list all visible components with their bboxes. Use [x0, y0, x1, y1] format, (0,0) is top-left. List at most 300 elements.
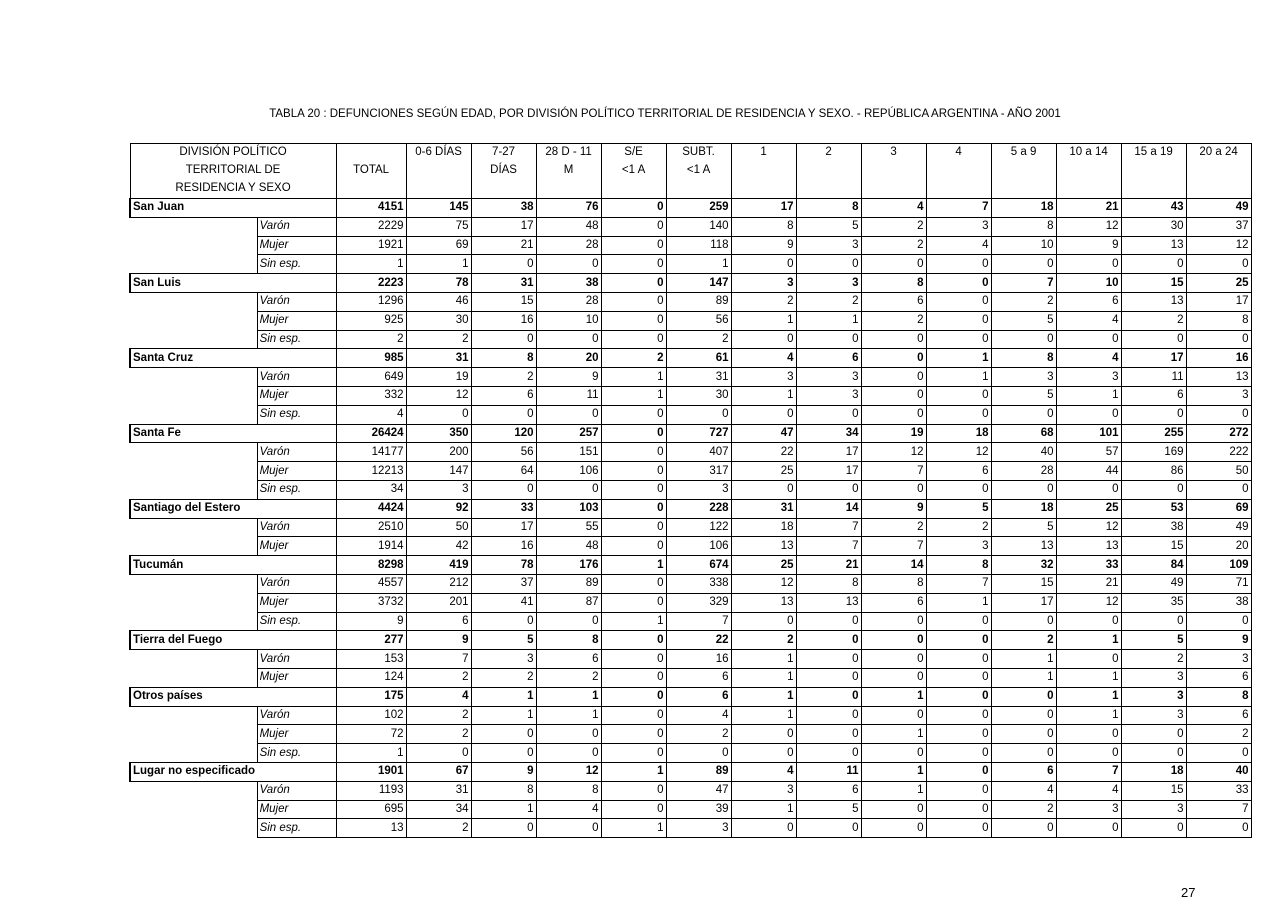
- table-cell: 0: [406, 405, 471, 424]
- table-cell: 71: [1186, 574, 1251, 593]
- table-cell: 86: [1121, 462, 1186, 481]
- table-cell: 0: [601, 706, 666, 725]
- table-row: [130, 725, 1251, 744]
- column-header: <1 A: [666, 162, 731, 180]
- table-cell: 0: [861, 368, 926, 387]
- table-row: [130, 480, 1251, 499]
- table-cell: 1: [1056, 687, 1121, 706]
- table-cell: 8: [536, 631, 601, 650]
- table-cell: 25: [731, 462, 796, 481]
- table-cell: 41: [471, 593, 536, 612]
- table-cell: 0: [471, 405, 536, 424]
- table-cell: 8: [861, 274, 926, 293]
- sex-label: Varón: [257, 781, 336, 800]
- table-cell: 21: [796, 556, 861, 575]
- table-cell: 0: [926, 762, 991, 781]
- table-cell: 3: [406, 480, 471, 499]
- table-cell: 2: [796, 292, 861, 311]
- table-cell: 0: [861, 386, 926, 405]
- table-cell: 18: [926, 424, 991, 443]
- indent-spacer: [130, 255, 257, 274]
- table-cell: 34: [336, 480, 406, 499]
- table-cell: 0: [1186, 819, 1251, 838]
- table-cell: 0: [861, 668, 926, 687]
- table-cell: 0: [991, 687, 1056, 706]
- table-cell: 0: [796, 744, 861, 763]
- table-cell: 10: [536, 311, 601, 330]
- column-header: 7-27: [471, 144, 536, 163]
- province-row: [130, 349, 1251, 368]
- table-cell: 10: [991, 236, 1056, 255]
- table-cell: 0: [471, 744, 536, 763]
- indent-spacer: [130, 236, 257, 255]
- table-cell: 2: [406, 725, 471, 744]
- table-cell: 9: [1056, 236, 1121, 255]
- table-cell: 72: [336, 725, 406, 744]
- table-cell: 0: [861, 480, 926, 499]
- table-cell: 0: [731, 744, 796, 763]
- table-cell: 5: [796, 217, 861, 236]
- header-row: [130, 162, 1251, 180]
- table-cell: 2: [406, 668, 471, 687]
- column-header: 20 a 24: [1186, 144, 1251, 163]
- table-cell: 329: [666, 593, 731, 612]
- table-cell: 0: [861, 650, 926, 669]
- table-cell: 6: [796, 781, 861, 800]
- table-cell: 6: [406, 612, 471, 631]
- province-row: [130, 687, 1251, 706]
- indent-spacer: [130, 668, 257, 687]
- table-cell: 1: [926, 368, 991, 387]
- table-cell: 106: [666, 537, 731, 556]
- province-name-spacer: [257, 762, 336, 781]
- table-cell: 14177: [336, 443, 406, 462]
- table-cell: 101: [1056, 424, 1121, 443]
- table-cell: 0: [601, 574, 666, 593]
- table-cell: 3: [1121, 706, 1186, 725]
- table-cell: 0: [536, 725, 601, 744]
- table-cell: 0: [926, 631, 991, 650]
- table-cell: 1: [991, 668, 1056, 687]
- table-row: [130, 255, 1251, 274]
- table-cell: 0: [601, 274, 666, 293]
- table-cell: 13: [731, 537, 796, 556]
- table-cell: 1: [1056, 386, 1121, 405]
- table-cell: 2: [1186, 725, 1251, 744]
- table-cell: 57: [1056, 443, 1121, 462]
- table-cell: 9: [471, 762, 536, 781]
- province-name: Lugar no especificado: [130, 762, 257, 781]
- table-cell: 43: [1121, 199, 1186, 218]
- table-cell: 8: [536, 781, 601, 800]
- table-cell: 0: [991, 480, 1056, 499]
- table-cell: 0: [731, 405, 796, 424]
- table-cell: 2: [926, 518, 991, 537]
- table-cell: 13: [1121, 292, 1186, 311]
- table-cell: 55: [536, 518, 601, 537]
- table-cell: 30: [1121, 217, 1186, 236]
- table-cell: 33: [1056, 556, 1121, 575]
- table-cell: 5: [991, 386, 1056, 405]
- table-cell: 103: [536, 499, 601, 518]
- table-cell: 8: [471, 349, 536, 368]
- province-row: [130, 424, 1251, 443]
- column-header: [536, 180, 601, 199]
- indent-spacer: [130, 386, 257, 405]
- table-cell: 28: [991, 462, 1056, 481]
- table-cell: 120: [471, 424, 536, 443]
- table-cell: 0: [731, 255, 796, 274]
- table-cell: 1921: [336, 236, 406, 255]
- sex-label: Sin esp.: [257, 405, 336, 424]
- table-cell: 0: [991, 405, 1056, 424]
- table-cell: 200: [406, 443, 471, 462]
- indent-spacer: [130, 800, 257, 819]
- table-cell: 2: [991, 292, 1056, 311]
- sex-label: Varón: [257, 650, 336, 669]
- table-cell: 0: [1056, 744, 1121, 763]
- table-cell: 0: [601, 292, 666, 311]
- table-cell: 75: [406, 217, 471, 236]
- table-cell: 5: [1121, 631, 1186, 650]
- table-cell: 0: [601, 480, 666, 499]
- table-cell: 12: [406, 386, 471, 405]
- table-cell: 140: [666, 217, 731, 236]
- table-cell: 3: [796, 368, 861, 387]
- table-cell: 3: [1186, 386, 1251, 405]
- table-cell: 3: [796, 236, 861, 255]
- table-cell: 7: [796, 518, 861, 537]
- table-cell: 350: [406, 424, 471, 443]
- table-cell: 0: [1121, 612, 1186, 631]
- table-cell: 22: [666, 631, 731, 650]
- table-cell: 92: [406, 499, 471, 518]
- table-cell: 0: [796, 668, 861, 687]
- table-cell: 9: [861, 499, 926, 518]
- sex-label: Varón: [257, 574, 336, 593]
- table-cell: 1: [731, 687, 796, 706]
- table-cell: 1: [1056, 631, 1121, 650]
- indent-spacer: [130, 650, 257, 669]
- table-cell: 0: [861, 819, 926, 838]
- table-cell: 12: [1056, 217, 1121, 236]
- table-cell: 6: [796, 349, 861, 368]
- table-cell: 31: [406, 781, 471, 800]
- table-cell: 1: [601, 819, 666, 838]
- table-cell: 9: [536, 368, 601, 387]
- table-cell: 0: [601, 593, 666, 612]
- table-cell: 17: [731, 199, 796, 218]
- table-cell: 50: [1186, 462, 1251, 481]
- table-cell: 6: [1186, 668, 1251, 687]
- table-cell: 5: [471, 631, 536, 650]
- province-name-spacer: [257, 556, 336, 575]
- table-cell: 0: [1056, 725, 1121, 744]
- indent-spacer: [130, 518, 257, 537]
- table-cell: 3: [666, 819, 731, 838]
- table-cell: 42: [406, 537, 471, 556]
- province-name: Santa Fe: [130, 424, 257, 443]
- table-cell: 0: [796, 405, 861, 424]
- table-cell: 1: [666, 255, 731, 274]
- table-cell: 4151: [336, 199, 406, 218]
- table-cell: 153: [336, 650, 406, 669]
- table-cell: 56: [471, 443, 536, 462]
- table-cell: 7: [926, 574, 991, 593]
- table-cell: 49: [1121, 574, 1186, 593]
- table-cell: 0: [406, 744, 471, 763]
- table-cell: 18: [1121, 762, 1186, 781]
- table-cell: 0: [926, 405, 991, 424]
- table-cell: 4: [336, 405, 406, 424]
- table-cell: 47: [731, 424, 796, 443]
- table-row: [130, 819, 1251, 838]
- table-cell: 0: [796, 255, 861, 274]
- table-cell: 0: [926, 480, 991, 499]
- column-header: 0-6 DÍAS: [406, 144, 471, 163]
- table-cell: 78: [406, 274, 471, 293]
- table-cell: 35: [1121, 593, 1186, 612]
- table-cell: 0: [926, 386, 991, 405]
- table-cell: 0: [601, 217, 666, 236]
- table-cell: 25: [1186, 274, 1251, 293]
- table-cell: 1: [731, 650, 796, 669]
- province-name-spacer: [257, 499, 336, 518]
- column-header: 28 D - 11: [536, 144, 601, 163]
- indent-spacer: [130, 574, 257, 593]
- table-cell: 6: [1121, 386, 1186, 405]
- table-row: [130, 405, 1251, 424]
- table-cell: 122: [666, 518, 731, 537]
- table-cell: 11: [1121, 368, 1186, 387]
- table-cell: 118: [666, 236, 731, 255]
- table-cell: 2: [666, 330, 731, 349]
- table-cell: 68: [991, 424, 1056, 443]
- table-cell: 38: [536, 274, 601, 293]
- column-header: [991, 162, 1056, 180]
- table-cell: 0: [1056, 480, 1121, 499]
- table-cell: 109: [1186, 556, 1251, 575]
- table-cell: 21: [1056, 574, 1121, 593]
- indent-spacer: [130, 480, 257, 499]
- table-cell: 3: [1121, 800, 1186, 819]
- table-cell: 1: [471, 706, 536, 725]
- column-header: <1 A: [601, 162, 666, 180]
- table-cell: 0: [796, 330, 861, 349]
- table-cell: 5: [991, 311, 1056, 330]
- column-header: [731, 162, 796, 180]
- table-cell: 407: [666, 443, 731, 462]
- table-cell: 6: [666, 687, 731, 706]
- table-cell: 3: [731, 368, 796, 387]
- table-cell: 1: [336, 744, 406, 763]
- table-cell: 0: [926, 255, 991, 274]
- table-cell: 40: [1186, 762, 1251, 781]
- table-cell: 50: [406, 518, 471, 537]
- table-cell: 0: [926, 800, 991, 819]
- table-cell: 13: [336, 819, 406, 838]
- table-row: [130, 292, 1251, 311]
- table-cell: 46: [406, 292, 471, 311]
- table-title: TABLA 20 : DEFUNCIONES SEGÚN EDAD, POR DIVISIÓN POLÍTICO TERRITORIAL DE RESIDENCIA Y SEXO. - REPÚBLICA ARGENTINA - AÑO 2001: [269, 108, 1061, 120]
- table-cell: 3732: [336, 593, 406, 612]
- sex-label: Varón: [257, 443, 336, 462]
- table-cell: 6: [666, 668, 731, 687]
- table-cell: 0: [926, 781, 991, 800]
- table-cell: 2223: [336, 274, 406, 293]
- sex-label: Sin esp.: [257, 330, 336, 349]
- table-cell: 12: [1186, 236, 1251, 255]
- table-cell: 69: [406, 236, 471, 255]
- table-cell: 0: [926, 274, 991, 293]
- table-cell: 176: [536, 556, 601, 575]
- table-cell: 0: [731, 330, 796, 349]
- table-cell: 102: [336, 706, 406, 725]
- indent-spacer: [130, 405, 257, 424]
- province-name: San Juan: [130, 199, 257, 218]
- table-cell: 19: [861, 424, 926, 443]
- column-header: [1186, 180, 1251, 199]
- table-cell: 257: [536, 424, 601, 443]
- table-cell: 40: [991, 443, 1056, 462]
- table-cell: 727: [666, 424, 731, 443]
- table-cell: 0: [1186, 330, 1251, 349]
- table-cell: 12: [731, 574, 796, 593]
- column-header: 2: [796, 144, 861, 163]
- table-cell: 38: [1121, 518, 1186, 537]
- table-cell: 2: [861, 311, 926, 330]
- table-cell: 0: [1121, 725, 1186, 744]
- table-row: [130, 668, 1251, 687]
- table-cell: 2: [731, 292, 796, 311]
- table-cell: 3: [926, 537, 991, 556]
- table-cell: 8: [731, 217, 796, 236]
- table-cell: 1: [731, 386, 796, 405]
- table-cell: 2: [1121, 650, 1186, 669]
- table-cell: 34: [796, 424, 861, 443]
- province-name: San Luis: [130, 274, 257, 293]
- sex-label: Mujer: [257, 725, 336, 744]
- table-cell: 9: [731, 236, 796, 255]
- column-header: [861, 162, 926, 180]
- table-cell: 0: [1056, 819, 1121, 838]
- sex-label: Varón: [257, 292, 336, 311]
- table-cell: 0: [861, 744, 926, 763]
- table-cell: 0: [861, 612, 926, 631]
- table-cell: 169: [1121, 443, 1186, 462]
- table-cell: 0: [601, 687, 666, 706]
- table-cell: 0: [1056, 612, 1121, 631]
- table-cell: 16: [666, 650, 731, 669]
- table-cell: 201: [406, 593, 471, 612]
- table-cell: 0: [1121, 255, 1186, 274]
- indent-spacer: [130, 744, 257, 763]
- table-cell: 17: [1186, 292, 1251, 311]
- table-cell: 21: [471, 236, 536, 255]
- table-row: [130, 368, 1251, 387]
- table-cell: 15: [1121, 781, 1186, 800]
- indent-spacer: [130, 330, 257, 349]
- table-cell: 0: [471, 480, 536, 499]
- column-header: [991, 180, 1056, 199]
- table-cell: 3: [471, 650, 536, 669]
- table-row: [130, 706, 1251, 725]
- province-name: Tucumán: [130, 556, 257, 575]
- header-division: TERRITORIAL DE: [130, 162, 336, 180]
- table-cell: 1: [926, 349, 991, 368]
- table-cell: 12: [861, 443, 926, 462]
- table-cell: 6: [471, 386, 536, 405]
- table-cell: 3: [731, 781, 796, 800]
- table-row: [130, 311, 1251, 330]
- table-cell: 6: [536, 650, 601, 669]
- table-cell: 317: [666, 462, 731, 481]
- table-cell: 0: [731, 819, 796, 838]
- header-division: DIVISIÓN POLÍTICO: [130, 144, 336, 163]
- table-cell: 0: [1056, 650, 1121, 669]
- table-cell: 1: [731, 800, 796, 819]
- table-cell: 10: [1056, 274, 1121, 293]
- table-cell: 0: [1186, 744, 1251, 763]
- table-cell: 2: [861, 217, 926, 236]
- table-cell: 277: [336, 631, 406, 650]
- sex-label: Varón: [257, 217, 336, 236]
- table-cell: 0: [601, 499, 666, 518]
- table-cell: 0: [1056, 330, 1121, 349]
- table-cell: 7: [991, 274, 1056, 293]
- sex-label: Mujer: [257, 311, 336, 330]
- table-cell: 0: [926, 668, 991, 687]
- table-cell: 53: [1121, 499, 1186, 518]
- table-cell: 31: [666, 368, 731, 387]
- table-cell: 13: [1121, 236, 1186, 255]
- table-cell: 0: [926, 311, 991, 330]
- table-cell: 0: [731, 612, 796, 631]
- table-cell: 8: [1186, 311, 1251, 330]
- column-header: [926, 180, 991, 199]
- table-cell: 0: [991, 744, 1056, 763]
- province-row: [130, 631, 1251, 650]
- table-cell: 1: [471, 800, 536, 819]
- table-cell: 0: [1121, 405, 1186, 424]
- table-cell: 4557: [336, 574, 406, 593]
- table-cell: 16: [471, 311, 536, 330]
- table-cell: 124: [336, 668, 406, 687]
- table-cell: 0: [796, 819, 861, 838]
- table-cell: 0: [861, 800, 926, 819]
- sex-label: Sin esp.: [257, 612, 336, 631]
- column-header: [1121, 180, 1186, 199]
- column-header: [796, 162, 861, 180]
- table-cell: 0: [796, 725, 861, 744]
- table-cell: 1: [861, 781, 926, 800]
- table-cell: 12213: [336, 462, 406, 481]
- table-cell: 0: [991, 819, 1056, 838]
- table-cell: 147: [666, 274, 731, 293]
- table-cell: 28: [536, 236, 601, 255]
- column-header: [601, 180, 666, 199]
- table-cell: 259: [666, 199, 731, 218]
- table-cell: 3: [666, 480, 731, 499]
- table-cell: 6: [1056, 292, 1121, 311]
- indent-spacer: [130, 781, 257, 800]
- column-header: 10 a 14: [1056, 144, 1121, 163]
- table-cell: 8: [471, 781, 536, 800]
- table-cell: 228: [666, 499, 731, 518]
- table-cell: 38: [471, 199, 536, 218]
- indent-spacer: [130, 292, 257, 311]
- table-cell: 4: [1056, 311, 1121, 330]
